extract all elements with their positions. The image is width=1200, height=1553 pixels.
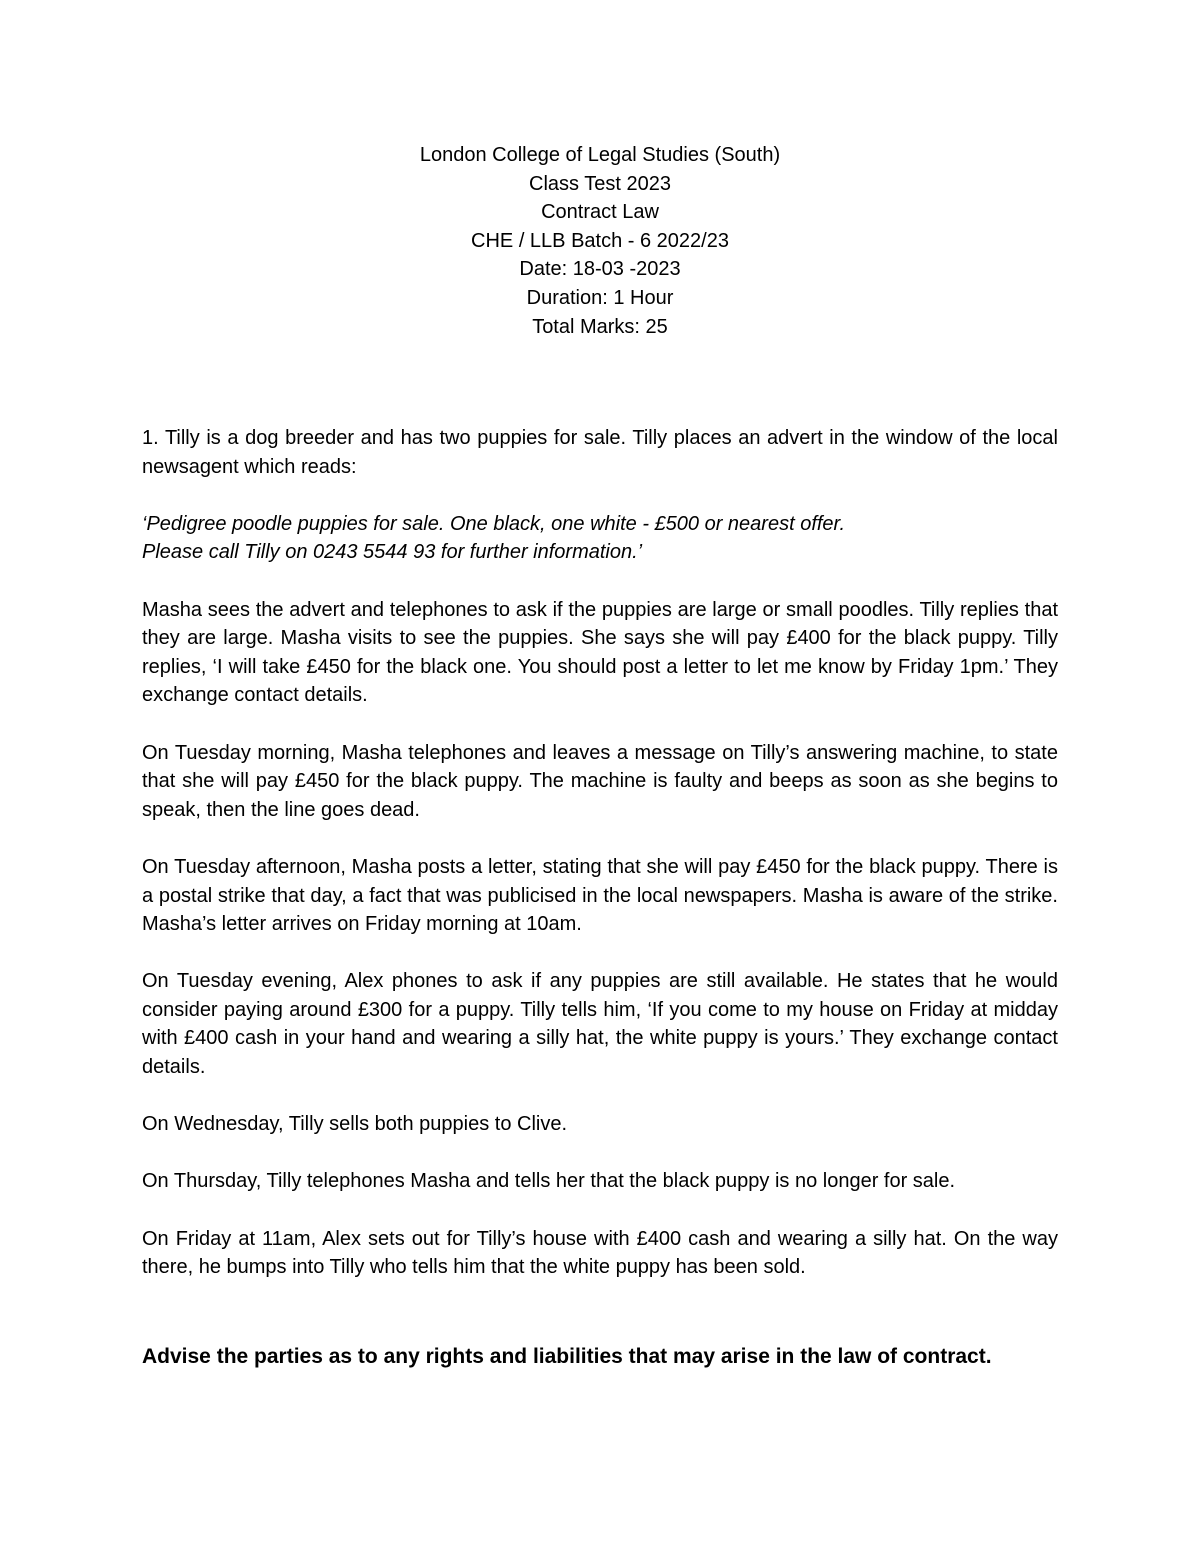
paragraph-masha-visit: Masha sees the advert and telephones to ask if the puppies are large or small poodles. Tilly replies that they are large. Masha visits to see the puppies. She says she will pay £400 for the black puppy. Tilly replies, ‘I will take £450 for the black one. You should post a letter to let me know by Friday 1pm.’ They exchange contact details. [142,598,1058,707]
question-intro-text: Tilly is a dog breeder and has two puppies for sale. Tilly places an advert in the window of the local newsagent which reads: [142,427,1058,478]
exam-date: Date: 18-03 -2023 [519,258,681,281]
question-body [142,424,1058,1310]
paragraph-tuesday-afternoon: On Tuesday afternoon, Masha posts a letter, stating that she will pay £450 for the black puppy. There is a postal strike that day, a fact that was publicised in the local newspapers. Masha is aware of the strike. Masha’s letter arrives on Friday morning at 10am. [142,855,1058,936]
batch-info: CHE / LLB Batch - 6 2022/23 [471,229,729,252]
paragraph-tuesday-morning: On Tuesday morning, Masha telephones and leaves a message on Tilly’s answering machine, to state that she will pay £450 for the black puppy. The machine is faulty and beeps as soon as she begins to speak, then the line goes dead. [142,741,1058,821]
advert-quote [142,510,1058,567]
institution-name: London College of Legal Studies (South) [419,144,781,166]
test-title: Class Test 2023 [529,172,671,195]
total-marks: Total Marks: 25 [532,315,668,338]
paragraph-tuesday-evening: On Tuesday evening, Alex phones to ask if any puppies are still available. He states that he would consider paying around £300 for a puppy. Tilly tells him, ‘If you come to my house on Friday at midday with £400 cash in your hand and wearing a silly hat, the white puppy is yours.’ They exchange contact details. [142,970,1058,1079]
advert-line-1: ‘Pedigree poodle puppies for sale. One black, one white - £500 or nearest offer. [142,512,846,535]
question-number: 1. [142,427,159,449]
paragraph-wednesday: On Wednesday, Tilly sells both puppies to Clive. [142,1113,568,1136]
question-intro [142,424,1058,481]
exam-header [0,141,1200,341]
paragraph-thursday: On Thursday, Tilly telephones Masha and tells her that the black puppy is no longer for sale. [142,1170,956,1193]
subject-title: Contract Law [541,201,659,224]
advert-line-2: Please call Tilly on 0243 5544 93 for further information.’ [142,541,643,564]
paragraph-friday: On Friday at 11am, Alex sets out for Tilly’s house with £400 cash and wearing a silly hat. On the way there, he bumps into Tilly who tells him that the white puppy has been sold. [142,1227,1058,1279]
exam-duration: Duration: 1 Hour [526,286,674,309]
question-instruction: Advise the parties as to any rights and liabilities that may arise in the law of contract. [142,1345,992,1368]
